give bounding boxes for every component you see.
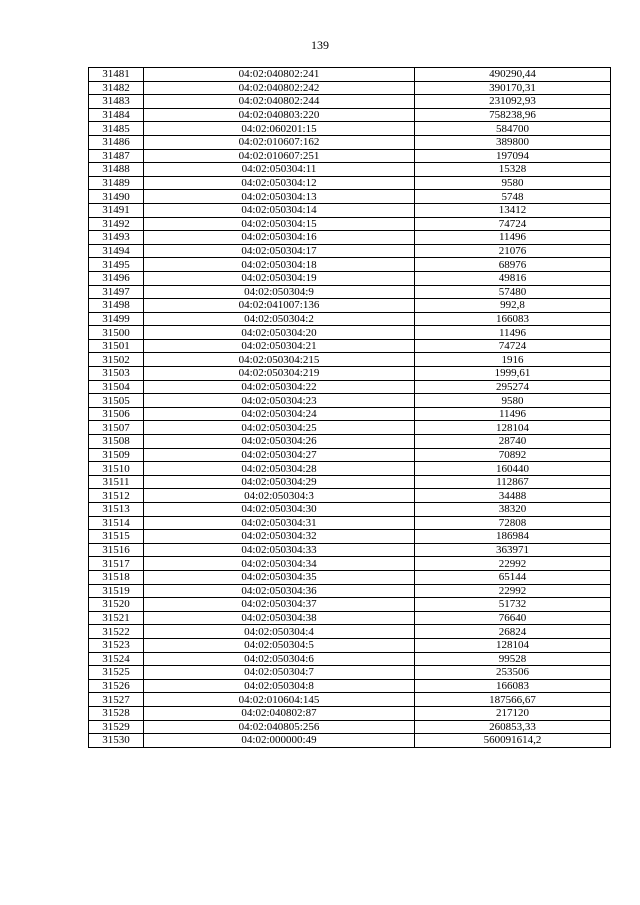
table-row (89, 122, 611, 136)
row-number-cell: 31504 (89, 380, 144, 394)
cadastral-number-cell: 04:02:050304:23 (144, 394, 415, 408)
row-number-cell: 31493 (89, 231, 144, 245)
cadastral-number-cell: 04:02:050304:34 (144, 557, 415, 571)
table-row (89, 407, 611, 421)
table-row (89, 312, 611, 326)
cadastral-number-cell: 04:02:050304:215 (144, 353, 415, 367)
value-cell: 128104 (415, 421, 611, 435)
cadastral-number-cell: 04:02:050304:8 (144, 679, 415, 693)
cadastral-number-cell: 04:02:050304:3 (144, 489, 415, 503)
value-cell: 49816 (415, 271, 611, 285)
table-row (89, 489, 611, 503)
row-number-cell: 31507 (89, 421, 144, 435)
table-row (89, 339, 611, 353)
cadastral-number-cell: 04:02:050304:16 (144, 231, 415, 245)
row-number-cell: 31528 (89, 706, 144, 720)
cadastral-number-cell: 04:02:050304:37 (144, 598, 415, 612)
row-number-cell: 31511 (89, 475, 144, 489)
value-cell: 166083 (415, 312, 611, 326)
value-cell: 186984 (415, 530, 611, 544)
value-cell: 38320 (415, 503, 611, 517)
row-number-cell: 31522 (89, 625, 144, 639)
value-cell: 13412 (415, 203, 611, 217)
row-number-cell: 31491 (89, 203, 144, 217)
value-cell: 22992 (415, 584, 611, 598)
value-cell: 128104 (415, 638, 611, 652)
cadastral-number-cell: 04:02:050304:13 (144, 190, 415, 204)
cadastral-number-cell: 04:02:050304:12 (144, 176, 415, 190)
table-row (89, 217, 611, 231)
cadastral-number-cell: 04:02:050304:28 (144, 462, 415, 476)
value-cell: 15328 (415, 163, 611, 177)
cadastral-number-cell: 04:02:050304:6 (144, 652, 415, 666)
cadastral-number-cell: 04:02:050304:7 (144, 666, 415, 680)
row-number-cell: 31499 (89, 312, 144, 326)
value-cell: 65144 (415, 570, 611, 584)
value-cell: 51732 (415, 598, 611, 612)
value-cell: 34488 (415, 489, 611, 503)
cadastral-number-cell: 04:02:010604:145 (144, 693, 415, 707)
cadastral-number-cell: 04:02:050304:27 (144, 448, 415, 462)
table-row (89, 530, 611, 544)
row-number-cell: 31518 (89, 570, 144, 584)
value-cell: 74724 (415, 217, 611, 231)
cadastral-number-cell: 04:02:050304:5 (144, 638, 415, 652)
table-row (89, 353, 611, 367)
cadastral-number-cell: 04:02:050304:24 (144, 407, 415, 421)
cadastral-number-cell: 04:02:041007:136 (144, 299, 415, 313)
table-row (89, 611, 611, 625)
row-number-cell: 31486 (89, 135, 144, 149)
table-row (89, 163, 611, 177)
value-cell: 11496 (415, 407, 611, 421)
value-cell: 187566,67 (415, 693, 611, 707)
value-cell: 1999,61 (415, 367, 611, 381)
cadastral-number-cell: 04:02:040802:241 (144, 68, 415, 82)
table-row (89, 557, 611, 571)
table-row (89, 203, 611, 217)
row-number-cell: 31482 (89, 81, 144, 95)
cadastral-number-cell: 04:02:050304:11 (144, 163, 415, 177)
table-row (89, 570, 611, 584)
row-number-cell: 31514 (89, 516, 144, 530)
cadastral-number-cell: 04:02:000000:49 (144, 734, 415, 748)
row-number-cell: 31501 (89, 339, 144, 353)
table-row (89, 720, 611, 734)
table-row (89, 734, 611, 748)
row-number-cell: 31490 (89, 190, 144, 204)
cadastral-number-cell: 04:02:050304:20 (144, 326, 415, 340)
value-cell: 68976 (415, 258, 611, 272)
table-row (89, 95, 611, 109)
table-row (89, 679, 611, 693)
table-row (89, 421, 611, 435)
row-number-cell: 31505 (89, 394, 144, 408)
row-number-cell: 31510 (89, 462, 144, 476)
value-cell: 231092,93 (415, 95, 611, 109)
value-cell: 9580 (415, 176, 611, 190)
row-number-cell: 31502 (89, 353, 144, 367)
table-row (89, 693, 611, 707)
table-row (89, 68, 611, 82)
value-cell: 70892 (415, 448, 611, 462)
table-row (89, 108, 611, 122)
row-number-cell: 31524 (89, 652, 144, 666)
value-cell: 197094 (415, 149, 611, 163)
value-cell: 390170,31 (415, 81, 611, 95)
cadastral-number-cell: 04:02:050304:25 (144, 421, 415, 435)
cadastral-number-cell: 04:02:050304:38 (144, 611, 415, 625)
row-number-cell: 31521 (89, 611, 144, 625)
table-row (89, 271, 611, 285)
table-row (89, 244, 611, 258)
row-number-cell: 31503 (89, 367, 144, 381)
table-body (89, 68, 611, 748)
value-cell: 26824 (415, 625, 611, 639)
value-cell: 57480 (415, 285, 611, 299)
value-cell: 11496 (415, 326, 611, 340)
cadastral-number-cell: 04:02:050304:30 (144, 503, 415, 517)
cadastral-number-cell: 04:02:050304:31 (144, 516, 415, 530)
row-number-cell: 31515 (89, 530, 144, 544)
cadastral-number-cell: 04:02:050304:9 (144, 285, 415, 299)
row-number-cell: 31496 (89, 271, 144, 285)
value-cell: 22992 (415, 557, 611, 571)
row-number-cell: 31506 (89, 407, 144, 421)
row-number-cell: 31520 (89, 598, 144, 612)
row-number-cell: 31489 (89, 176, 144, 190)
row-number-cell: 31527 (89, 693, 144, 707)
row-number-cell: 31517 (89, 557, 144, 571)
table-row (89, 584, 611, 598)
cadastral-number-cell: 04:02:050304:219 (144, 367, 415, 381)
value-cell: 28740 (415, 435, 611, 449)
cadastral-number-cell: 04:02:050304:4 (144, 625, 415, 639)
table-row (89, 516, 611, 530)
cadastral-number-cell: 04:02:050304:36 (144, 584, 415, 598)
table-row (89, 367, 611, 381)
value-cell: 99528 (415, 652, 611, 666)
value-cell: 260853,33 (415, 720, 611, 734)
value-cell: 758238,96 (415, 108, 611, 122)
table-row (89, 190, 611, 204)
cadastral-number-cell: 04:02:040805:256 (144, 720, 415, 734)
row-number-cell: 31513 (89, 503, 144, 517)
table-row (89, 638, 611, 652)
value-cell: 992,8 (415, 299, 611, 313)
value-cell: 295274 (415, 380, 611, 394)
row-number-cell: 31516 (89, 543, 144, 557)
value-cell: 253506 (415, 666, 611, 680)
cadastral-number-cell: 04:02:050304:15 (144, 217, 415, 231)
table-row (89, 462, 611, 476)
table-row (89, 543, 611, 557)
table-row (89, 706, 611, 720)
value-cell: 584700 (415, 122, 611, 136)
value-cell: 74724 (415, 339, 611, 353)
row-number-cell: 31526 (89, 679, 144, 693)
value-cell: 112867 (415, 475, 611, 489)
table-row (89, 135, 611, 149)
row-number-cell: 31497 (89, 285, 144, 299)
cadastral-number-cell: 04:02:050304:22 (144, 380, 415, 394)
row-number-cell: 31488 (89, 163, 144, 177)
table-row (89, 285, 611, 299)
cadastral-number-cell: 04:02:050304:17 (144, 244, 415, 258)
cadastral-number-cell: 04:02:050304:21 (144, 339, 415, 353)
table-row (89, 598, 611, 612)
table-row (89, 448, 611, 462)
value-cell: 560091614,2 (415, 734, 611, 748)
value-cell: 160440 (415, 462, 611, 476)
cadastral-number-cell: 04:02:050304:29 (144, 475, 415, 489)
cadastral-number-cell: 04:02:060201:15 (144, 122, 415, 136)
row-number-cell: 31492 (89, 217, 144, 231)
value-cell: 166083 (415, 679, 611, 693)
cadastral-number-cell: 04:02:050304:33 (144, 543, 415, 557)
cadastral-number-cell: 04:02:040803:220 (144, 108, 415, 122)
value-cell: 5748 (415, 190, 611, 204)
value-cell: 11496 (415, 231, 611, 245)
value-cell: 363971 (415, 543, 611, 557)
cadastral-number-cell: 04:02:050304:26 (144, 435, 415, 449)
value-cell: 9580 (415, 394, 611, 408)
row-number-cell: 31525 (89, 666, 144, 680)
table-row (89, 326, 611, 340)
table-row (89, 625, 611, 639)
cadastral-number-cell: 04:02:010607:251 (144, 149, 415, 163)
value-cell: 76640 (415, 611, 611, 625)
row-number-cell: 31487 (89, 149, 144, 163)
row-number-cell: 31509 (89, 448, 144, 462)
row-number-cell: 31484 (89, 108, 144, 122)
row-number-cell: 31508 (89, 435, 144, 449)
cadastral-number-cell: 04:02:050304:35 (144, 570, 415, 584)
table-row (89, 176, 611, 190)
table-row (89, 81, 611, 95)
cadastral-number-cell: 04:02:040802:242 (144, 81, 415, 95)
value-cell: 72808 (415, 516, 611, 530)
row-number-cell: 31500 (89, 326, 144, 340)
row-number-cell: 31519 (89, 584, 144, 598)
value-cell: 217120 (415, 706, 611, 720)
row-number-cell: 31530 (89, 734, 144, 748)
cadastral-number-cell: 04:02:050304:32 (144, 530, 415, 544)
table-row (89, 652, 611, 666)
table-row (89, 394, 611, 408)
value-cell: 1916 (415, 353, 611, 367)
table-row (89, 149, 611, 163)
value-cell: 21076 (415, 244, 611, 258)
row-number-cell: 31523 (89, 638, 144, 652)
row-number-cell: 31495 (89, 258, 144, 272)
page-number: 139 (311, 38, 329, 52)
row-number-cell: 31498 (89, 299, 144, 313)
cadastral-number-cell: 04:02:010607:162 (144, 135, 415, 149)
row-number-cell: 31483 (89, 95, 144, 109)
table-row (89, 475, 611, 489)
table-row (89, 503, 611, 517)
value-cell: 389800 (415, 135, 611, 149)
cadastral-number-cell: 04:02:040802:87 (144, 706, 415, 720)
cadastral-number-cell: 04:02:050304:18 (144, 258, 415, 272)
row-number-cell: 31529 (89, 720, 144, 734)
row-number-cell: 31485 (89, 122, 144, 136)
row-number-cell: 31481 (89, 68, 144, 82)
table-row (89, 258, 611, 272)
table-row (89, 299, 611, 313)
row-number-cell: 31494 (89, 244, 144, 258)
table-row (89, 380, 611, 394)
cadastral-value-table (88, 67, 611, 748)
cadastral-number-cell: 04:02:050304:14 (144, 203, 415, 217)
row-number-cell: 31512 (89, 489, 144, 503)
table-row (89, 435, 611, 449)
cadastral-number-cell: 04:02:040802:244 (144, 95, 415, 109)
value-cell: 490290,44 (415, 68, 611, 82)
cadastral-number-cell: 04:02:050304:19 (144, 271, 415, 285)
table-row (89, 666, 611, 680)
table-row (89, 231, 611, 245)
cadastral-number-cell: 04:02:050304:2 (144, 312, 415, 326)
